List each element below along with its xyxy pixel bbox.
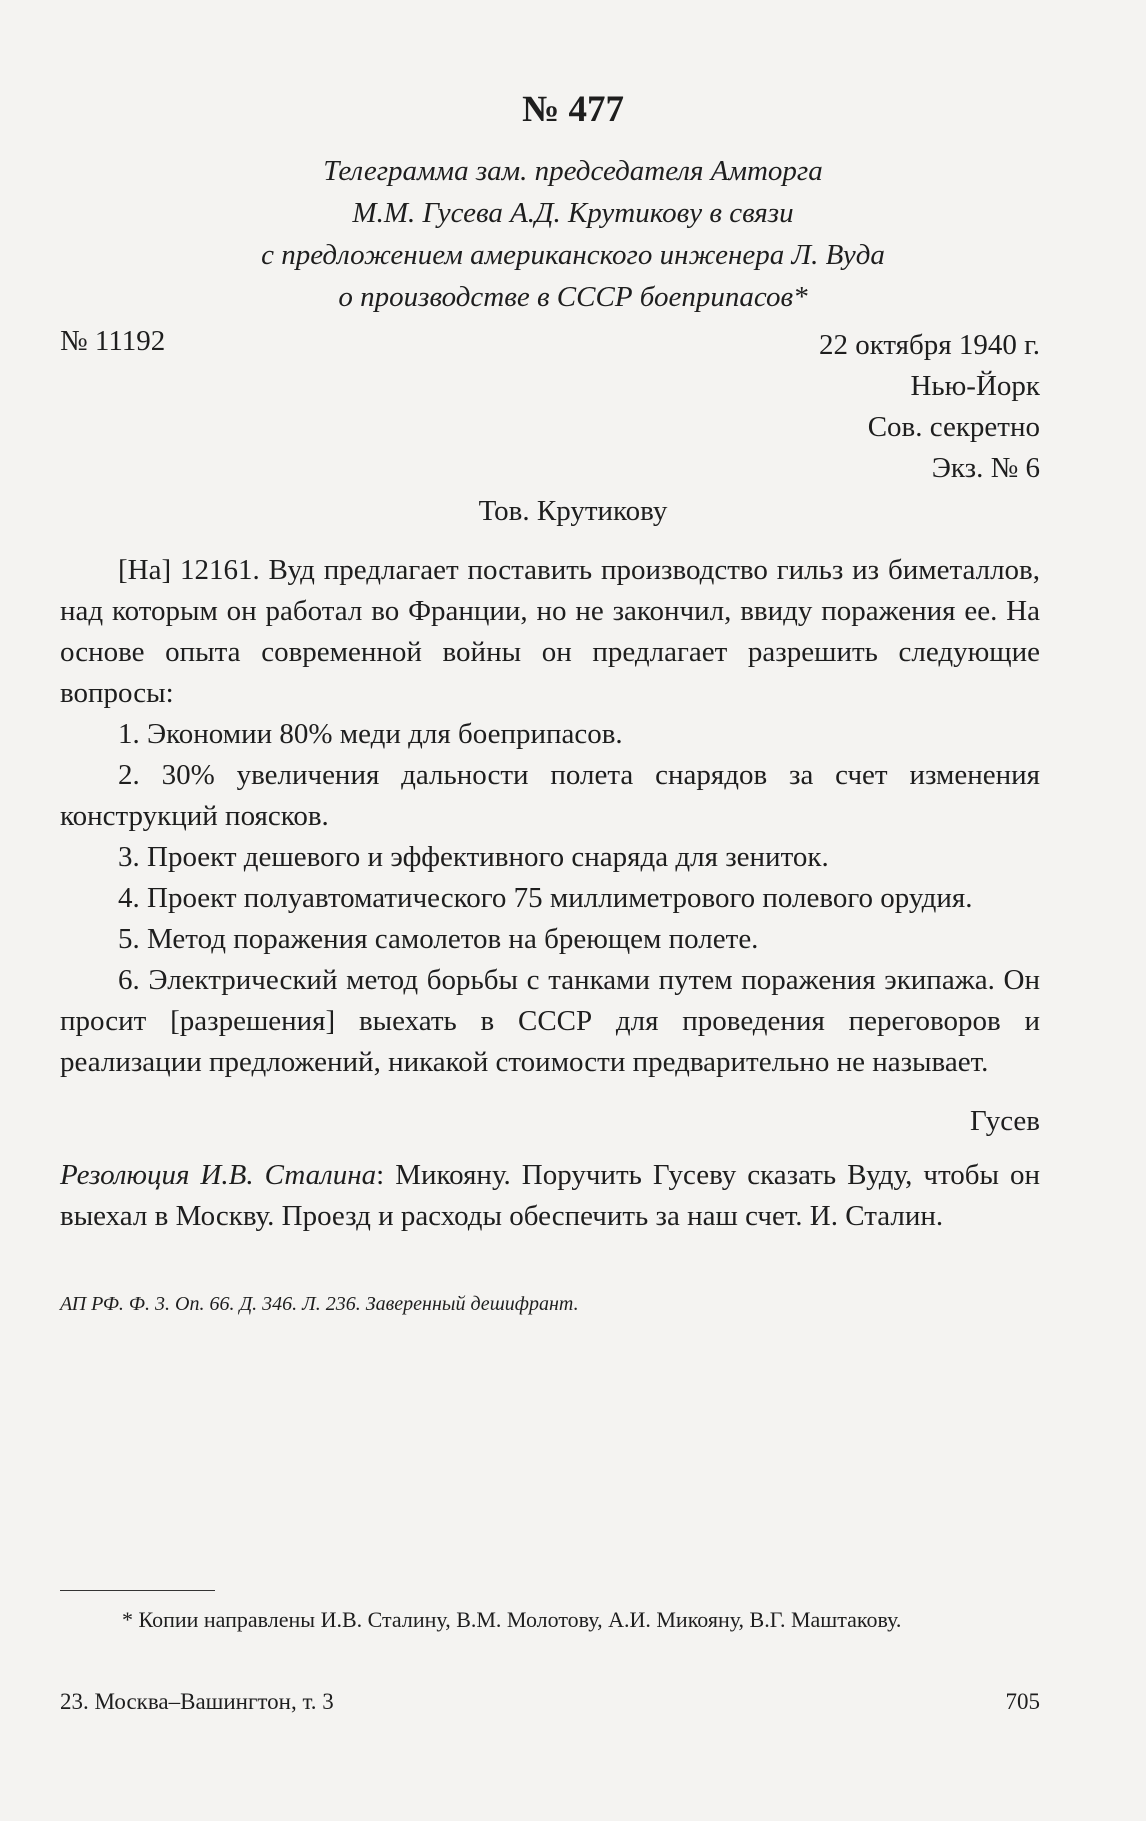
telegram-number: № 11192 — [60, 325, 166, 357]
signature: Гусев — [970, 1105, 1040, 1137]
resolution-label: Резолюция И.В. Сталина — [60, 1159, 377, 1191]
addressee: Тов. Крутикову — [478, 495, 668, 527]
footnote-divider — [60, 1590, 215, 1591]
archive-reference: АП РФ. Ф. 3. Оп. 66. Д. 346. Л. 236. Заверенный дешифрант. — [60, 1293, 579, 1315]
body-paragraph: [На] 12161. Вуд предлагает поставить производство гильз из биметаллов, над которым он работал во Франции, но не закончил, ввиду поражения ее. На основе опыта современной войны он предлагает разрешить следующие вопросы: — [60, 554, 1040, 709]
title-line: с предложением американского инженера Л. Вуда — [261, 239, 885, 271]
list-item: 5. Метод поражения самолетов на бреющем полете. — [118, 923, 759, 955]
list-item: 6. Электрический метод борьбы с танками путем поражения экипажа. Он просит [разрешения] выехать в СССР для проведения переговоров и реализации предложений, никакой стоимости предварительно не называет. — [60, 964, 1040, 1078]
list-item: 4. Проект полуавтоматического 75 миллиметрового полевого орудия. — [118, 882, 973, 914]
footnote: * Копии направлены И.В. Сталину, В.М. Молотову, А.И. Микояну, В.Г. Маштакову. — [122, 1607, 902, 1632]
classification-stamp: Сов. секретно — [867, 411, 1040, 443]
telegram-place: Нью-Йорк — [910, 370, 1040, 402]
list-item: 2. 30% увеличения дальности полета снарядов за счет изменения конструкций поясков. — [60, 759, 1040, 832]
resolution — [60, 1155, 1040, 1237]
page-number: 705 — [1005, 1689, 1040, 1714]
title-line: Телеграмма зам. председателя Амторга — [323, 155, 823, 187]
resolution-text: : Микояну. Поручить Гусеву сказать Вуду, чтобы он выехал в Москву. Проезд и расходы обеспечить за наш счет. И. Сталин. — [60, 1159, 1040, 1232]
telegram-date: 22 октября 1940 г. — [818, 329, 1040, 361]
list-item: 3. Проект дешевого и эффективного снаряда для зениток. — [118, 841, 829, 873]
telegram-meta — [819, 325, 1040, 489]
telegram-body — [60, 550, 1040, 1083]
list-item: 1. Экономии 80% меди для боеприпасов. — [118, 718, 623, 750]
title-line: о производстве в СССР боеприпасов* — [338, 281, 808, 313]
document-title — [120, 150, 1026, 318]
copy-number: Экз. № 6 — [931, 452, 1040, 484]
document-number: № 477 — [522, 89, 624, 130]
title-line: М.М. Гусева А.Д. Крутикову в связи — [352, 197, 794, 229]
running-footer: 23. Москва–Вашингтон, т. 3 — [60, 1689, 334, 1714]
